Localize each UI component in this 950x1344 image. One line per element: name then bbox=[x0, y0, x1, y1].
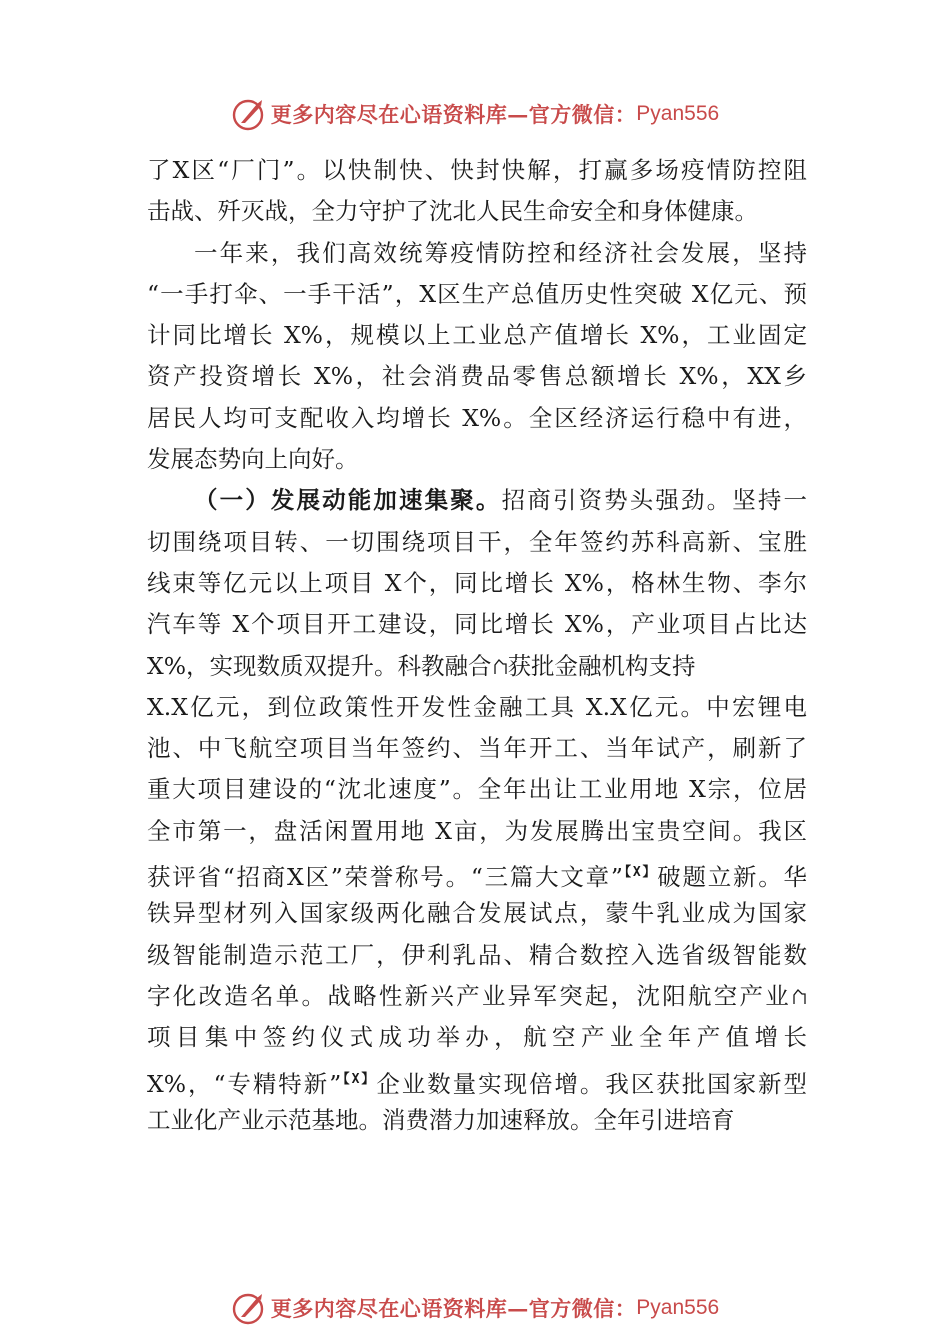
text-line: “一手打伞、一手干活”，X区生产总值历史性突破 X亿元、预 bbox=[147, 279, 807, 308]
banner-wechat-id: Pyan556 bbox=[636, 102, 720, 125]
text-line: 池、中飞航空项目当年签约、当年开工、当年试产，刷新了 bbox=[147, 734, 807, 763]
text-span: 企业数量实现倍增。我区获批国家新型 bbox=[376, 1069, 808, 1098]
quill-logo-icon bbox=[231, 96, 267, 132]
quill-logo-icon bbox=[231, 1290, 267, 1326]
text-line bbox=[147, 976, 807, 1017]
text-line: 资产投资增长 X%，社会消费品零售总额增长 X%，XX乡 bbox=[147, 362, 807, 391]
missing-glyph-icon bbox=[492, 658, 508, 676]
text-span: 破题立新。华 bbox=[657, 863, 808, 892]
text-line: 汽车等 X个项目开工建设，同比增长 X%，产业项目占比达 bbox=[147, 610, 807, 639]
banner-wechat-id: Pyan556 bbox=[636, 1296, 720, 1319]
text-line bbox=[147, 480, 807, 521]
text-line: 项目集中签约仪式成功举办，航空产业全年产值增长 bbox=[147, 1023, 807, 1052]
text-span: 获批金融机构支持 bbox=[507, 651, 696, 680]
text-line: 了X区“厂门”。以快制快、快封快解，打赢多场疫情防控阻 bbox=[147, 156, 807, 184]
text-span: 招商引资势头强劲。坚持一 bbox=[501, 486, 808, 515]
text-line bbox=[147, 852, 807, 893]
text-line: 线束等亿元以上项目 X个，同比增长 X%，格林生物、李尔 bbox=[147, 568, 807, 597]
footnote-marker: 【X】 bbox=[622, 865, 658, 881]
text-line: 一年来，我们高效统筹疫情防控和经济社会发展，坚持 bbox=[194, 238, 807, 267]
text-line: X.X亿元，到位政策性开发性金融工具 X.X亿元。中宏锂电 bbox=[147, 692, 807, 721]
footnote-marker: 【X】 bbox=[341, 1071, 377, 1087]
text-line: 级智能制造示范工厂，伊利乳品、精合数控入选省级智能数 bbox=[147, 940, 807, 969]
text-line: 击战、歼灭战，全力守护了沈北人民生命安全和身体健康。 bbox=[147, 197, 758, 226]
text-line bbox=[147, 646, 807, 687]
text-line bbox=[147, 1059, 807, 1100]
document-body bbox=[147, 150, 807, 1141]
text-span: X%，实现数质双提升。科教融合 bbox=[147, 651, 492, 680]
text-line: 切围绕项目转、一切围绕项目干，全年签约苏科高新、宝胜 bbox=[147, 527, 807, 556]
text-line: 重大项目建设的“沈北速度”。全年出让工业用地 X宗，位居 bbox=[147, 775, 807, 804]
text-line: 全市第一，盘活闲置用地 X亩，为发展腾出宝贵空间。我区 bbox=[147, 816, 807, 845]
banner-text: 更多内容尽在心语资料库—官方微信： bbox=[270, 1296, 637, 1321]
text-line: 计同比增长 X%，规模以上工业总产值增长 X%，工业固定 bbox=[147, 321, 807, 350]
text-span: 获评省“招商X区”荣誉称号。“三篇大文章” bbox=[147, 863, 623, 892]
missing-glyph-icon bbox=[791, 988, 807, 1006]
banner-text: 更多内容尽在心语资料库—官方微信： bbox=[270, 102, 637, 127]
text-span: 字化改造名单。战略性新兴产业异军突起，沈阳航空产业 bbox=[147, 981, 791, 1010]
text-line: 工业化产业示范基地。消费潜力加速释放。全年引进培育 bbox=[147, 1105, 735, 1134]
section-heading: （一）发展动能加速集聚。 bbox=[194, 486, 502, 515]
header-watermark-banner bbox=[0, 92, 950, 136]
text-span: X%，“专精特新” bbox=[147, 1069, 342, 1098]
footer-watermark-banner bbox=[0, 1286, 950, 1330]
text-line: 发展态势向上向好。 bbox=[147, 445, 359, 474]
text-line: 铁异型材列入国家级两化融合发展试点，蒙牛乳业成为国家 bbox=[147, 899, 807, 928]
text-line: 居民人均可支配收入均增长 X%。全区经济运行稳中有进， bbox=[147, 403, 807, 432]
